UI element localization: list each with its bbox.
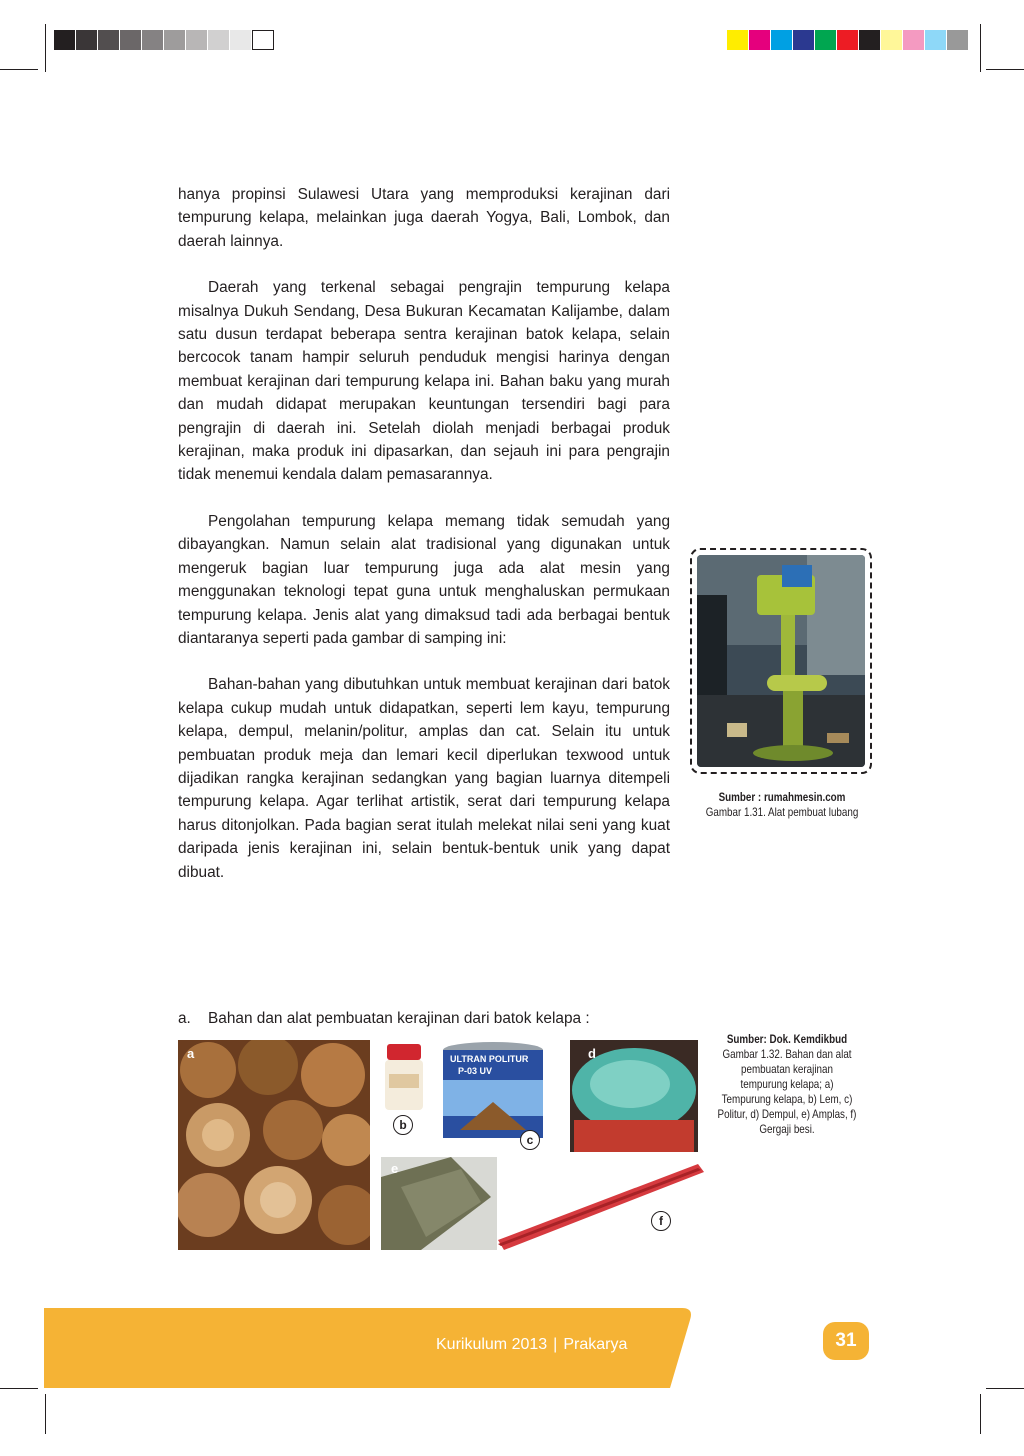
footer-separator: |: [553, 1336, 558, 1353]
figure-132-title: Gambar 1.32. Bahan dan alat pembuatan kerajinan tempurung kelapa; a) Tempurung kelapa, b) Lem, c) Politur, d) Dempul, e) Amplas, f) Gergaji besi.: [717, 1047, 857, 1136]
glue-jar-photo: [381, 1040, 427, 1112]
color-swatch: [98, 30, 120, 50]
sandpaper-photo: [381, 1157, 497, 1250]
crop-mark: [45, 1394, 46, 1434]
can-label-2: P-03 UV: [458, 1066, 493, 1076]
footer-subject: Prakarya: [563, 1336, 628, 1353]
color-swatch: [252, 30, 274, 50]
can-label-1: ULTRAN POLITUR: [450, 1054, 529, 1064]
figure-drill-press: [690, 548, 872, 774]
body-text: [178, 183, 670, 907]
crop-mark: [980, 1394, 981, 1434]
photo-label-d: d: [588, 1046, 596, 1061]
figure-131-caption: [695, 790, 869, 820]
color-swatch: [881, 30, 903, 50]
figure-132-source: Sumber: Dok. Kemdikbud: [726, 1032, 848, 1046]
putty-photo: [570, 1040, 698, 1152]
paragraph: hanya propinsi Sulawesi Utara yang memproduksi kerajinan dari tempurung kelapa, melainkan juga daerah Yogya, Bali, Lombok, dan daerah lainnya.: [178, 186, 670, 250]
color-swatch: [925, 30, 947, 50]
color-swatch: [164, 30, 186, 50]
figure-131-source: Sumber : rumahmesin.com: [718, 790, 846, 804]
color-swatch: [120, 30, 142, 50]
list-item: [178, 1010, 590, 1028]
color-swatch: [208, 30, 230, 50]
color-swatch: [793, 30, 815, 50]
color-swatch: [76, 30, 98, 50]
photo-label-e: e: [391, 1161, 399, 1176]
color-swatch: [947, 30, 969, 50]
footer-text: [436, 1336, 627, 1354]
figure-132-caption: [717, 1032, 856, 1137]
crop-mark: [45, 24, 46, 72]
page-number: 31: [823, 1322, 869, 1360]
list-marker: a.: [178, 1010, 191, 1027]
color-swatch: [142, 30, 164, 50]
color-swatch: [815, 30, 837, 50]
color-swatch: [186, 30, 208, 50]
crop-mark: [980, 24, 981, 72]
color-swatch: [903, 30, 925, 50]
photo-label-a: a: [187, 1046, 195, 1061]
list-item-text: Bahan dan alat pembuatan kerajinan dari batok kelapa :: [208, 1010, 590, 1027]
paragraph: Daerah yang terkenal sebagai pengrajin tempurung kelapa misalnya Dukuh Sendang, Desa Bukuran Kecamatan Kalijambe, dalam satu dusun terdapat beberapa sentra kerajinan batok kelapa, selain bercocok tanam hampir seluruh penduduk mengisi harinya dengan membuat kerajinan dari tempurung kelapa ini. Bahan baku yang murah dan mudah didapat merupakan keuntungan tersendiri bagi para pengrajin di daerah ini. Setelah diolah menjadi berbagai produk kerajinan, maka produk ini dipasarkan, dan sejauh ini para pengrajin tidak menemui kendala dalam pemasarannya.: [178, 279, 670, 484]
hacksaw-photo: [498, 1158, 704, 1254]
coconut-shells-photo: [178, 1040, 370, 1250]
color-swatch: [230, 30, 252, 50]
color-swatch: [727, 30, 749, 50]
color-swatch: [54, 30, 76, 50]
color-swatch: [771, 30, 793, 50]
crop-mark: [986, 1388, 1024, 1389]
crop-mark: [0, 69, 38, 70]
color-swatch: [859, 30, 881, 50]
color-swatch: [749, 30, 771, 50]
figure-131-title: Gambar 1.31. Alat pembuat lubang: [705, 805, 859, 819]
footer-book: Kurikulum 2013: [436, 1336, 548, 1353]
color-swatch: [837, 30, 859, 50]
paragraph: Pengolahan tempurung kelapa memang tidak semudah yang dibayangkan. Namun selain alat tradisional yang digunakan untuk mengeruk bagian luar tempurung juga ada alat mesin yang menggunakan teknologi tepat guna untuk menghaluskan permukaan tempurung kelapa. Jenis alat yang dimaksud tadi ada berbagai bentuk diantaranya seperti pada gambar di samping ini:: [178, 512, 670, 647]
grayscale-color-bar: [54, 30, 274, 50]
photo-label-f: f: [651, 1211, 671, 1231]
crop-mark: [0, 1388, 38, 1389]
crop-mark: [986, 69, 1024, 70]
paragraph: Bahan-bahan yang dibutuhkan untuk membuat kerajinan dari batok kelapa cukup mudah untuk didapatkan, seperti lem kayu, tempurung kelapa, dempul, melanin/politur, amplas dan cat. Selain itu untuk pembuatan produk meja dan lemari kecil diperlukan texwood untuk dijadikan rangka kerajinan sedangkan yang bagian luarnya ditempeli tempurung kelapa. Agar terlihat artistik, serat dari tempurung kelapa harus ditonjolkan. Pada bagian serat itulah melekat nilai seni yang kuat daripada jenis kerajinan ini, selain bentuk-bentuk unik yang dapat dibuat.: [178, 676, 670, 881]
photo-label-c: c: [520, 1130, 540, 1150]
politur-can-photo: [440, 1040, 546, 1140]
process-color-bar: [727, 30, 969, 50]
photo-label-b: b: [393, 1115, 413, 1135]
drill-press-photo: [697, 555, 865, 767]
